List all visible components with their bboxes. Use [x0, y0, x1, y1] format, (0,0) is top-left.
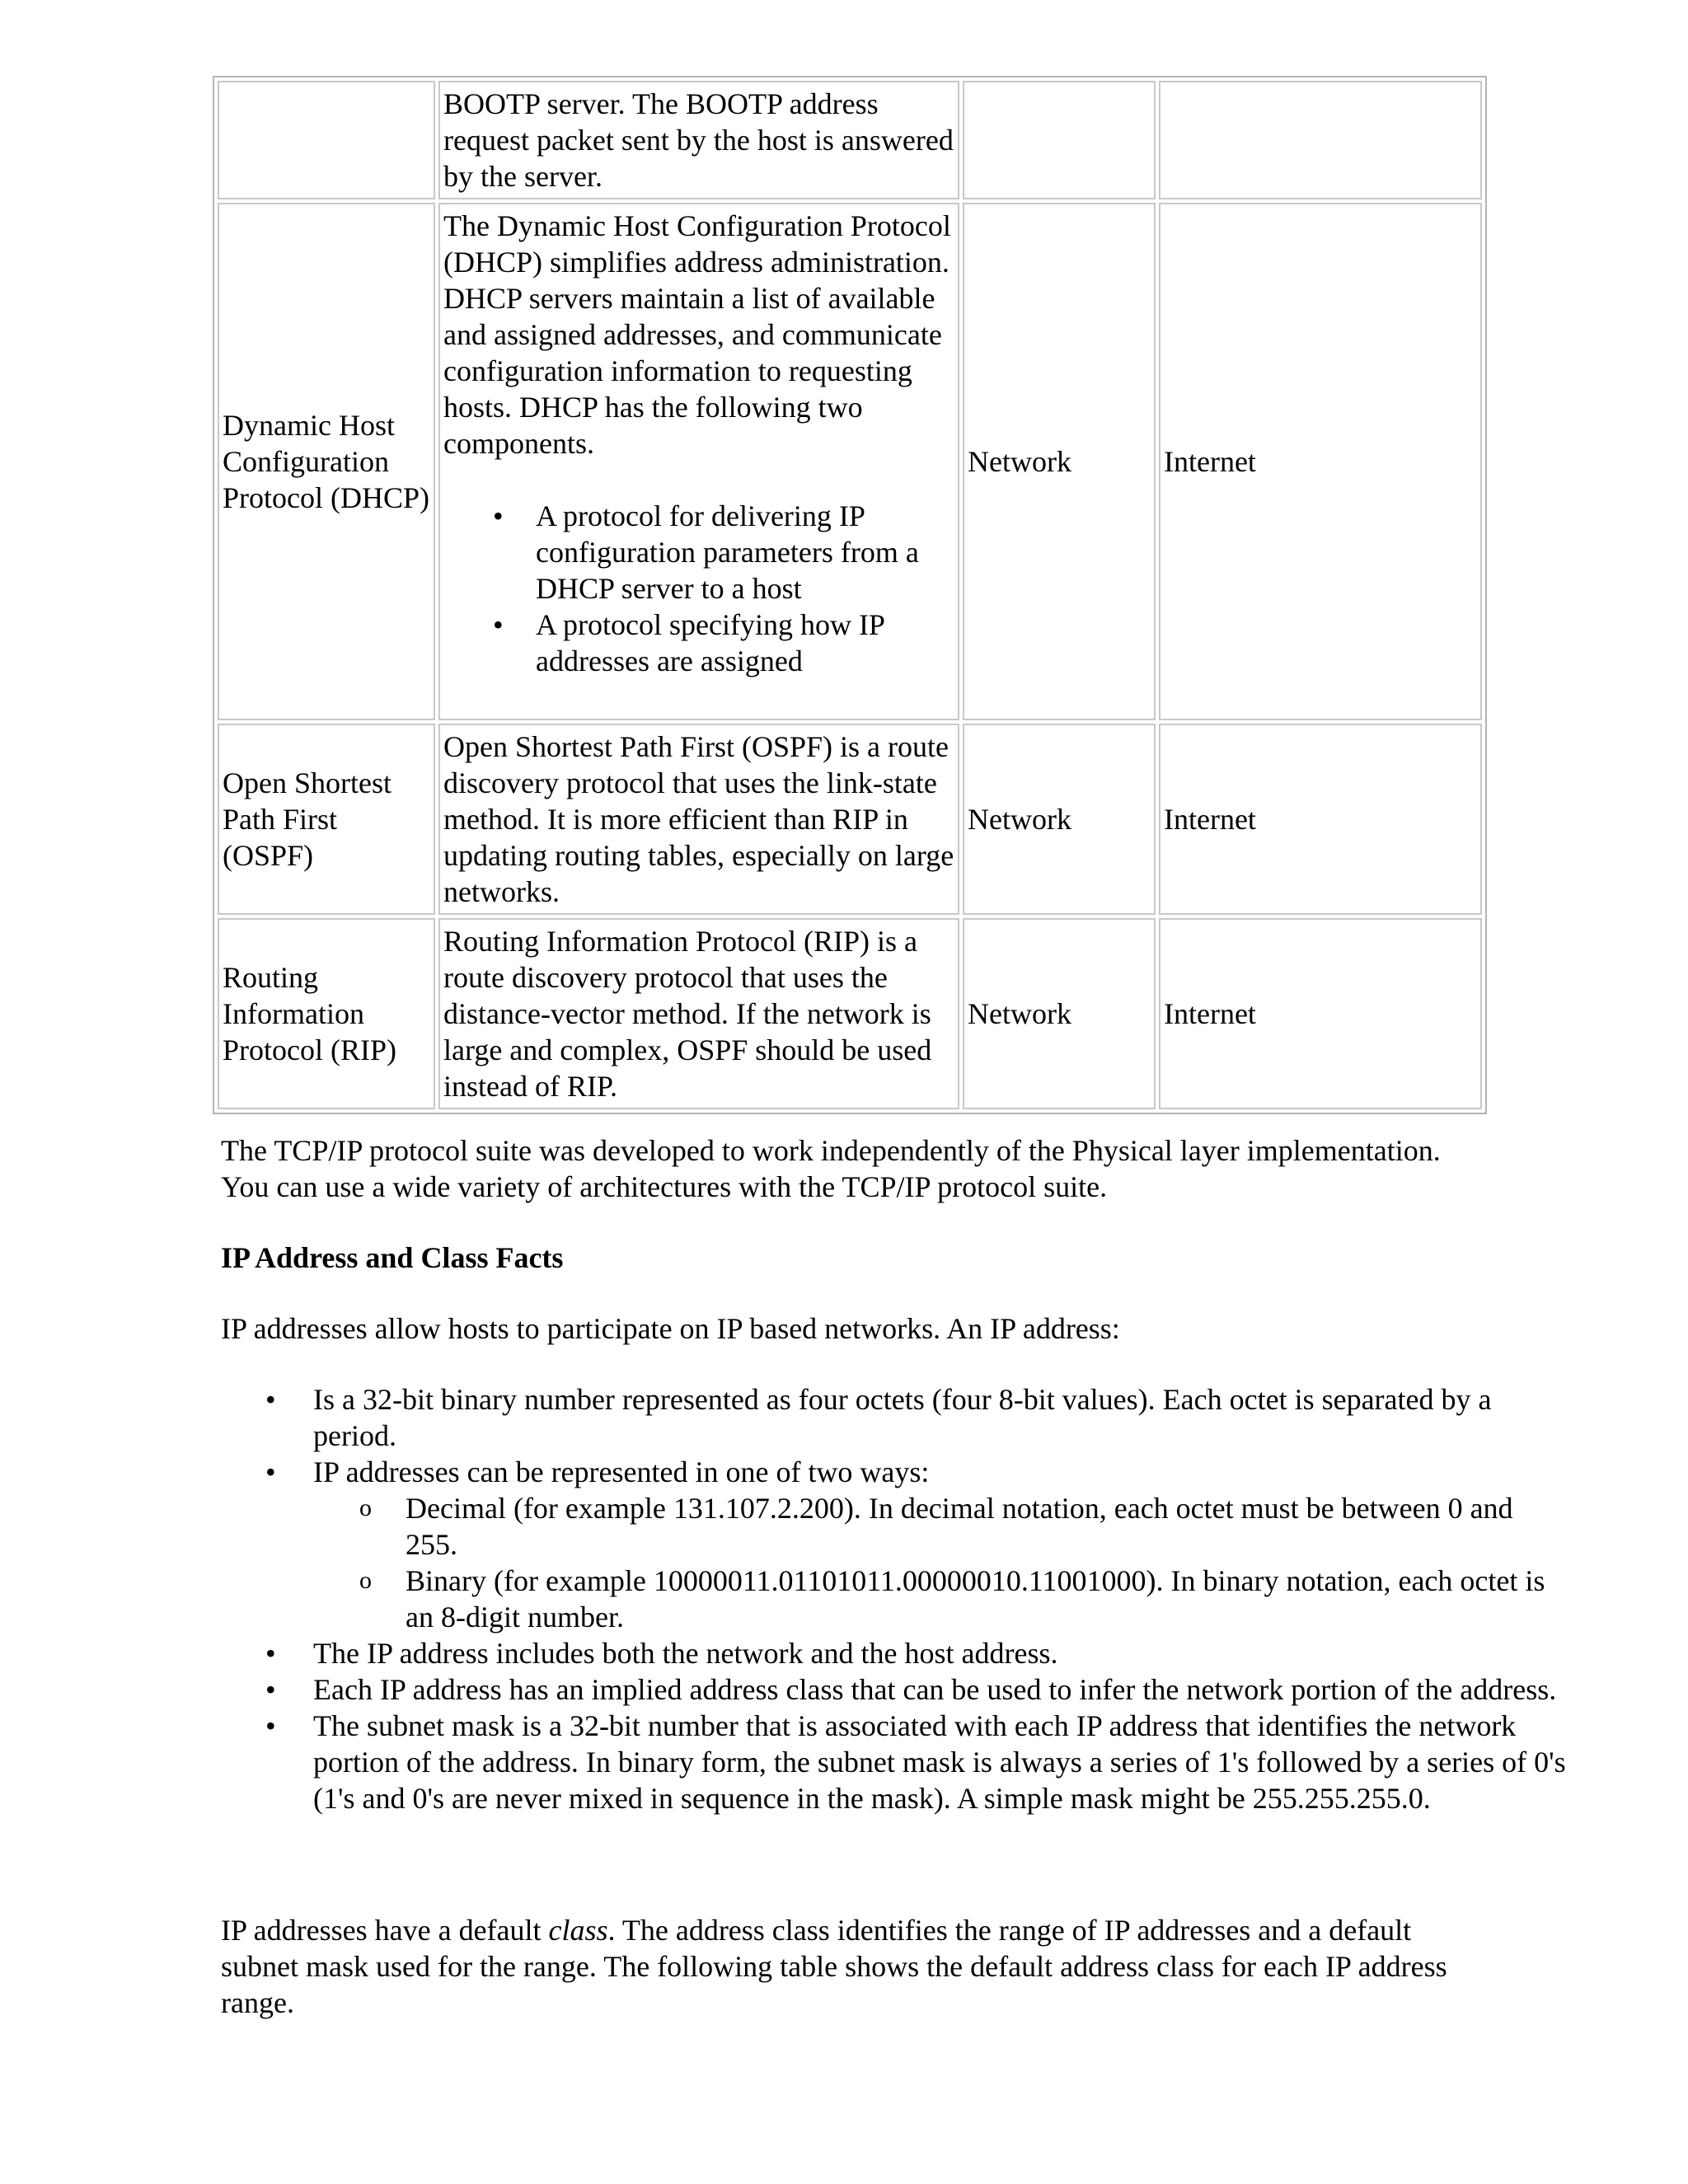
dhcp-component-list	[443, 498, 954, 679]
class-text-before: IP addresses have a default	[221, 1914, 549, 1947]
protocol-model-cell: Internet	[1159, 203, 1482, 720]
table-row	[218, 724, 1482, 915]
list-item	[313, 1454, 1566, 1635]
protocol-model-cell: Internet	[1159, 918, 1482, 1109]
class-emphasis: class	[548, 1914, 608, 1947]
list-item-text: IP addresses can be represented in one of two ways:	[313, 1455, 930, 1488]
address-class-paragraph	[221, 1912, 1474, 2021]
sublist-item: o Binary (for example 10000011.01101011.00000010.11001000). In binary notation, each octet is an 8-digit number.	[406, 1563, 1566, 1635]
protocol-table	[213, 76, 1487, 1114]
class-text-after: . The address class identifies the range of IP addresses and a default subnet mask used for the range. The following table shows the default address class for each IP address range.	[221, 1914, 1447, 2019]
protocol-model-cell: Internet	[1159, 724, 1482, 915]
protocol-name-cell: Open Shortest Path First (OSPF)	[218, 724, 435, 915]
representation-sublist	[313, 1490, 1566, 1635]
description-text: The Dynamic Host Configuration Protocol (DHCP) simplifies address administration. DHCP servers maintain a list of available and assigned addresses, and communicate configuration information to requesting hosts. DHCP has the following two components.	[443, 209, 951, 460]
protocol-description-cell: Routing Information Protocol (RIP) is a route discovery protocol that uses the distance-vector method. If the network is large and complex, OSPF should be used instead of RIP.	[438, 918, 959, 1109]
list-item: • Is a 32-bit binary number represented as four octets (four 8-bit values). Each octet is separated by a period.	[313, 1381, 1566, 1454]
protocol-name-cell: Dynamic Host Configuration Protocol (DHCP)	[218, 203, 435, 720]
protocol-description-cell: BOOTP server. The BOOTP address request packet sent by the host is answered by the server.	[438, 81, 959, 199]
intro-paragraph: IP addresses allow hosts to participate on IP based networks. An IP address:	[221, 1312, 1120, 1345]
table-row	[218, 81, 1482, 199]
protocol-description-cell: Open Shortest Path First (OSPF) is a route discovery protocol that uses the link-state method. It is more efficient than RIP in updating routing tables, especially on large networks.	[438, 724, 959, 915]
list-item: • The subnet mask is a 32-bit number that is associated with each IP address that identifies the network portion of the address. In binary form, the subnet mask is always a series of 1's followed by a series of 0's (1's and 0's are never mixed in sequence in the mask). A simple mask might be 255.255.255.0.	[313, 1708, 1566, 1816]
list-item: • Each IP address has an implied address class that can be used to infer the network portion of the address.	[313, 1671, 1566, 1708]
table-row	[218, 918, 1482, 1109]
ip-address-facts-list	[221, 1381, 1566, 1816]
protocol-layer-cell: Network	[963, 918, 1156, 1109]
section-heading: IP Address and Class Facts	[221, 1241, 564, 1274]
protocol-model-cell	[1159, 81, 1482, 199]
list-item: • A protocol for delivering IP configuration parameters from a DHCP server to a host	[536, 498, 954, 607]
table-row	[218, 203, 1482, 720]
protocol-name-cell	[218, 81, 435, 199]
protocol-layer-cell: Network	[963, 203, 1156, 720]
tcpip-paragraph: The TCP/IP protocol suite was developed to work independently of the Physical layer implementation. You can use a wide variety of architectures with the TCP/IP protocol suite.	[221, 1134, 1441, 1203]
sublist-item: o Decimal (for example 131.107.2.200). In decimal notation, each octet must be between 0 and 255.	[406, 1490, 1566, 1563]
list-item: • A protocol specifying how IP addresses are assigned	[536, 607, 954, 679]
protocol-layer-cell	[963, 81, 1156, 199]
list-item: • The IP address includes both the network and the host address.	[313, 1635, 1566, 1671]
protocol-description-cell	[438, 203, 959, 720]
protocol-layer-cell: Network	[963, 724, 1156, 915]
protocol-name-cell: Routing Information Protocol (RIP)	[218, 918, 435, 1109]
